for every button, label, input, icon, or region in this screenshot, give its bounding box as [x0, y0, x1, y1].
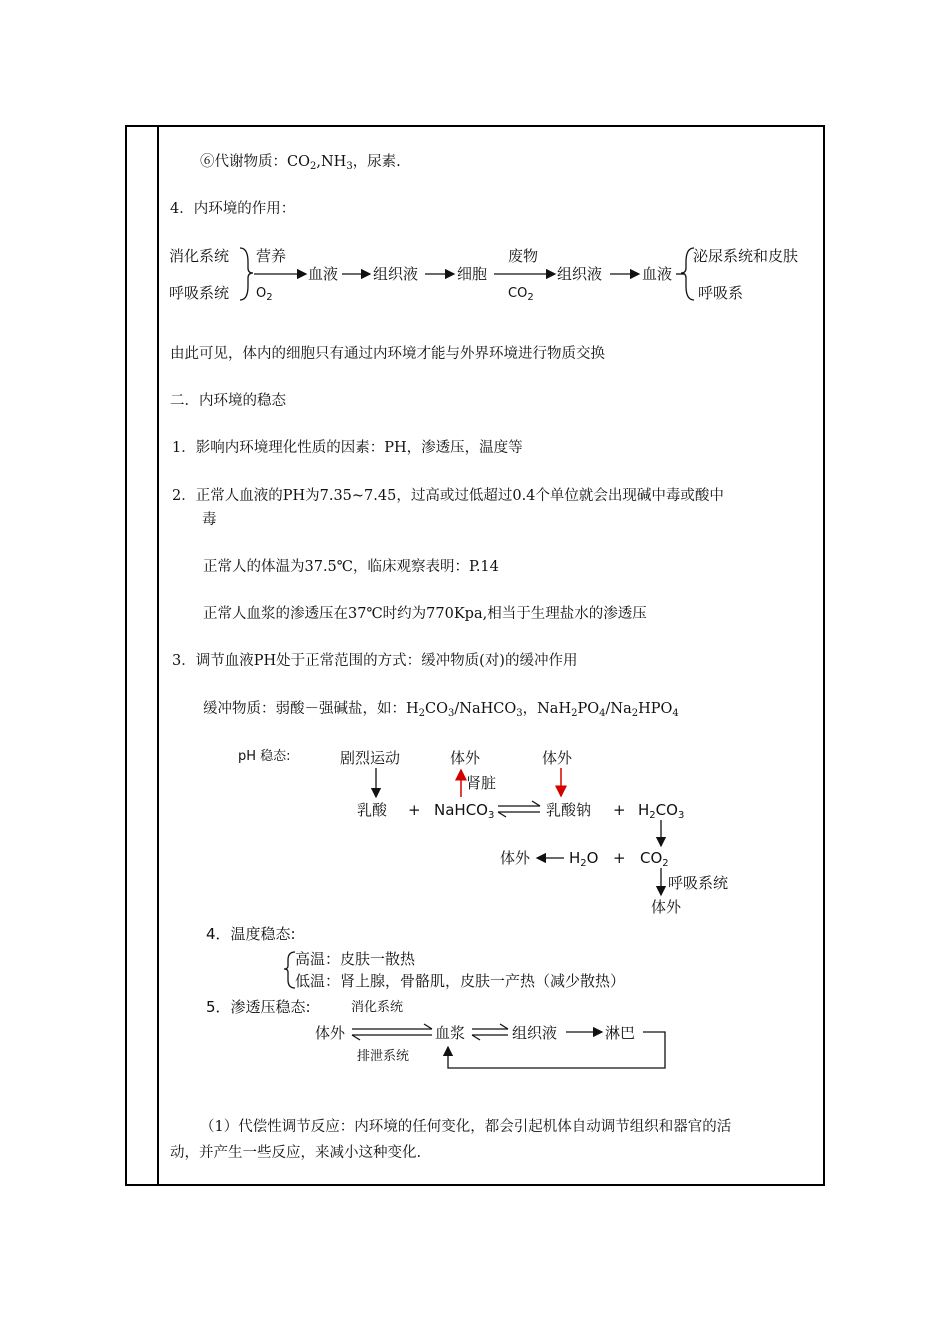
section-2-heading: 二．内环境的稳态	[170, 393, 286, 409]
osmotic-pressure-text: 正常人血浆的渗透压在37℃时约为770Kpa,相当于生理盐水的渗透压	[203, 606, 647, 622]
low-temp-line: 低温：肾上腺，骨骼肌，皮肤一产热（减少散热）	[295, 972, 626, 990]
co2-label: $CO_2$	[508, 286, 534, 303]
exercise-label: 剧烈运动	[340, 749, 401, 767]
blood-node-2: 血液	[642, 265, 673, 283]
metabolite-line: ⑥代谢物质：$CO_2,NH_3$，尿素.	[200, 154, 401, 172]
blood-node-1: 血液	[308, 265, 339, 283]
tissue-fluid-node-3: 组织液	[512, 1024, 558, 1042]
respiratory-output: 呼吸系	[698, 284, 744, 302]
conclusion-text: 由此可见，体内的细胞只有通过内环境才能与外界环境进行物质交换	[170, 346, 605, 362]
tissue-fluid-node-1: 组织液	[373, 265, 419, 283]
plus-1: +	[408, 801, 421, 819]
nutrients-label: 营养	[256, 247, 287, 265]
osm-title: 5．渗透压稳态:	[206, 998, 311, 1016]
ph-title: pH 稳态:	[238, 749, 291, 764]
outside-body-a: 体外	[450, 749, 481, 767]
carbonic-acid: $H_2CO_3$	[638, 801, 685, 821]
buffer-substances: 缓冲物质：弱酸－强碱盐，如：$H_2CO_3/NaHCO_3$，$NaH_2PO_4/Na_2HPO_4$	[203, 701, 679, 719]
excretion-label: 排泄系统	[357, 1049, 410, 1064]
respiratory-system: 呼吸系统	[169, 284, 230, 302]
carbon-dioxide: $CO_2$	[640, 849, 669, 869]
lymph-node: 淋巴	[605, 1024, 636, 1042]
respiratory-system-label: 呼吸系统	[668, 874, 729, 892]
item-3: 3．调节血液PH处于正常范围的方式：缓冲物质(对)的缓冲作用	[172, 653, 578, 669]
sodium-bicarbonate: NaHCO$_3$	[434, 801, 495, 821]
temp-title: 4．温度稳态:	[206, 925, 296, 943]
urinary-skin-output: 泌尿系统和皮肤	[693, 247, 799, 265]
high-temp-line: 高温：皮肤一散热	[295, 950, 416, 968]
outside-body-e: 体外	[315, 1024, 346, 1042]
sodium-lactate: 乳酸钠	[546, 801, 592, 819]
oxygen-label: $O_2$	[256, 286, 273, 303]
lactic-acid: 乳酸	[357, 801, 388, 819]
plasma-node: 血浆	[435, 1024, 466, 1042]
item-2-line-2: 毒	[202, 512, 217, 528]
plus-3: +	[613, 849, 626, 867]
outside-body-c: 体外	[500, 849, 531, 867]
digestive-label: 消化系统	[351, 1000, 404, 1015]
outside-body-b: 体外	[542, 749, 573, 767]
plus-2: +	[613, 801, 626, 819]
kidney-label: 肾脏	[466, 774, 497, 792]
item-1: 1．影响内环境理化性质的因素：PH，渗透压，温度等	[172, 440, 523, 456]
tissue-fluid-node-2: 组织液	[557, 265, 603, 283]
outside-body-d: 体外	[651, 898, 682, 916]
compensation-line-1: （1）代偿性调节反应：内环境的任何变化，都会引起机体自动调节组织和器官的活	[200, 1119, 732, 1135]
body-temperature-text: 正常人的体温为37.5℃，临床观察表明：P.14	[203, 559, 499, 575]
cell-node: 细胞	[457, 265, 488, 283]
compensation-line-2: 动，并产生一些反应，来减小这种变化.	[170, 1145, 422, 1161]
water: $H_2O$	[569, 849, 599, 869]
item-2-line-1: 2．正常人血液的PH为7.35~7.45，过高或过低超过0.4个单位就会出现碱中毒或酸中	[172, 488, 724, 504]
section-heading-4: 4．内环境的作用：	[170, 201, 296, 217]
waste-label: 废物	[508, 247, 539, 265]
digestive-system: 消化系统	[169, 247, 230, 265]
